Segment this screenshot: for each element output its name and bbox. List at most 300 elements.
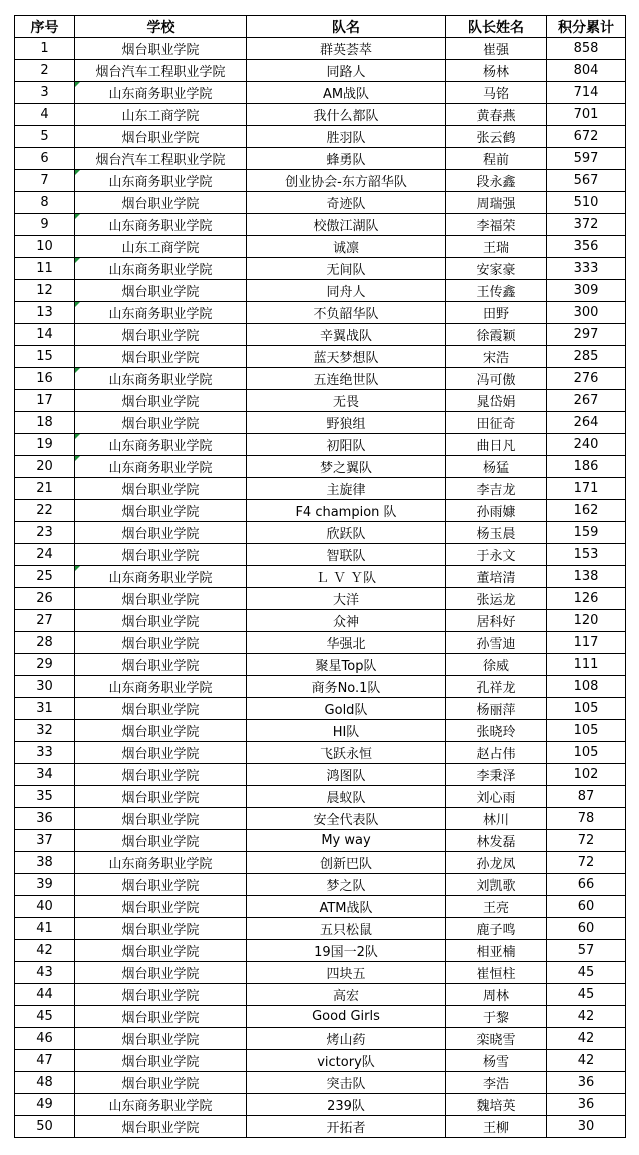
cell-school[interactable]: 烟台汽车工程职业学院 — [75, 60, 247, 82]
cell-no[interactable]: 37 — [15, 830, 75, 852]
cell-school[interactable]: 烟台职业学院 — [75, 610, 247, 632]
table-row — [15, 918, 626, 940]
cell-team[interactable]: 无间队 — [247, 258, 446, 280]
cell-team[interactable]: 梦之队 — [247, 874, 446, 896]
table-row — [15, 1006, 626, 1028]
cell-points[interactable]: 105 — [547, 720, 626, 742]
cell-school[interactable]: 烟台职业学院 — [75, 962, 247, 984]
cell-points[interactable]: 153 — [547, 544, 626, 566]
cell-no[interactable]: 16 — [15, 368, 75, 390]
cell-team[interactable]: 聚星Top队 — [247, 654, 446, 676]
cell-team[interactable]: 五连绝世队 — [247, 368, 446, 390]
table-row — [15, 192, 626, 214]
cell-points[interactable]: 333 — [547, 258, 626, 280]
cell-school[interactable]: 山东工商学院 — [75, 104, 247, 126]
cell-team[interactable]: victory队 — [247, 1050, 446, 1072]
cell-team[interactable]: 初阳队 — [247, 434, 446, 456]
cell-captain[interactable]: 王瑞 — [446, 236, 547, 258]
cell-school[interactable]: 烟台职业学院 — [75, 1050, 247, 1072]
cell-captain[interactable]: 王柳 — [446, 1116, 547, 1138]
cell-points[interactable]: 714 — [547, 82, 626, 104]
cell-captain[interactable]: 鹿子鸣 — [446, 918, 547, 940]
table-row — [15, 676, 626, 698]
cell-team[interactable]: 不负韶华队 — [247, 302, 446, 324]
cell-points[interactable]: 117 — [547, 632, 626, 654]
cell-school[interactable]: 烟台职业学院 — [75, 126, 247, 148]
cell-no[interactable]: 42 — [15, 940, 75, 962]
cell-team[interactable]: Gold队 — [247, 698, 446, 720]
cell-captain[interactable]: 张晓玲 — [446, 720, 547, 742]
cell-points[interactable]: 36 — [547, 1072, 626, 1094]
cell-captain[interactable]: 栾晓雪 — [446, 1028, 547, 1050]
cell-team[interactable]: 校傲江湖队 — [247, 214, 446, 236]
cell-captain[interactable]: 杨林 — [446, 60, 547, 82]
cell-no[interactable]: 38 — [15, 852, 75, 874]
cell-captain[interactable]: 冯可傲 — [446, 368, 547, 390]
cell-points[interactable]: 567 — [547, 170, 626, 192]
cell-no[interactable]: 30 — [15, 676, 75, 698]
cell-points[interactable]: 36 — [547, 1094, 626, 1116]
cell-captain[interactable]: 杨猛 — [446, 456, 547, 478]
cell-school[interactable]: 烟台职业学院 — [75, 478, 247, 500]
cell-school[interactable]: 烟台职业学院 — [75, 192, 247, 214]
cell-captain[interactable]: 杨丽萍 — [446, 698, 547, 720]
cell-points[interactable]: 42 — [547, 1028, 626, 1050]
table-row — [15, 214, 626, 236]
cell-captain[interactable]: 居科好 — [446, 610, 547, 632]
cell-no[interactable]: 20 — [15, 456, 75, 478]
table-row — [15, 82, 626, 104]
cell-school[interactable]: 烟台职业学院 — [75, 544, 247, 566]
cell-team[interactable]: Ｌ Ｖ Ｙ队 — [247, 566, 446, 588]
cell-captain[interactable]: 林川 — [446, 808, 547, 830]
table-row — [15, 368, 626, 390]
cell-team[interactable]: HI队 — [247, 720, 446, 742]
table-body — [15, 38, 626, 1138]
cell-team[interactable]: 同路人 — [247, 60, 446, 82]
cell-team[interactable]: 无畏 — [247, 390, 446, 412]
cell-captain[interactable]: 段永鑫 — [446, 170, 547, 192]
cell-no[interactable]: 22 — [15, 500, 75, 522]
cell-points[interactable]: 138 — [547, 566, 626, 588]
table-row — [15, 412, 626, 434]
cell-points[interactable]: 111 — [547, 654, 626, 676]
cell-school[interactable]: 烟台职业学院 — [75, 500, 247, 522]
cell-school[interactable]: 烟台职业学院 — [75, 38, 247, 60]
cell-school[interactable]: 烟台职业学院 — [75, 346, 247, 368]
cell-captain[interactable]: 马铭 — [446, 82, 547, 104]
cell-no[interactable]: 33 — [15, 742, 75, 764]
cell-school[interactable]: 山东商务职业学院 — [75, 368, 247, 390]
cell-team[interactable]: 野狼组 — [247, 412, 446, 434]
cell-captain[interactable]: 黄春燕 — [446, 104, 547, 126]
cell-team[interactable]: Good Girls — [247, 1006, 446, 1028]
cell-school[interactable]: 烟台职业学院 — [75, 918, 247, 940]
cell-points[interactable]: 672 — [547, 126, 626, 148]
cell-points[interactable]: 372 — [547, 214, 626, 236]
table-row — [15, 940, 626, 962]
cell-team[interactable]: 智联队 — [247, 544, 446, 566]
cell-school[interactable]: 烟台职业学院 — [75, 984, 247, 1006]
cell-team[interactable]: 欣跃队 — [247, 522, 446, 544]
cell-no[interactable]: 3 — [15, 82, 75, 104]
cell-team[interactable]: 安全代表队 — [247, 808, 446, 830]
cell-points[interactable]: 72 — [547, 852, 626, 874]
cell-school[interactable]: 山东商务职业学院 — [75, 676, 247, 698]
cell-points[interactable]: 72 — [547, 830, 626, 852]
table-row — [15, 38, 626, 60]
cell-captain[interactable]: 宋浩 — [446, 346, 547, 368]
cell-points[interactable]: 510 — [547, 192, 626, 214]
cell-school[interactable]: 烟台职业学院 — [75, 632, 247, 654]
cell-no[interactable]: 48 — [15, 1072, 75, 1094]
cell-points[interactable]: 267 — [547, 390, 626, 412]
header-no[interactable]: 序号 — [15, 16, 75, 38]
cell-no[interactable]: 44 — [15, 984, 75, 1006]
cell-captain[interactable]: 刘心雨 — [446, 786, 547, 808]
cell-no[interactable]: 17 — [15, 390, 75, 412]
cell-no[interactable]: 6 — [15, 148, 75, 170]
table-row — [15, 104, 626, 126]
table-row — [15, 346, 626, 368]
cell-team[interactable]: 众神 — [247, 610, 446, 632]
cell-points[interactable]: 30 — [547, 1116, 626, 1138]
cell-points[interactable]: 171 — [547, 478, 626, 500]
cell-captain[interactable]: 崔恒柱 — [446, 962, 547, 984]
cell-school[interactable]: 烟台职业学院 — [75, 390, 247, 412]
cell-no[interactable]: 14 — [15, 324, 75, 346]
cell-captain[interactable]: 杨雪 — [446, 1050, 547, 1072]
cell-points[interactable]: 597 — [547, 148, 626, 170]
cell-points[interactable]: 186 — [547, 456, 626, 478]
cell-team[interactable]: My way — [247, 830, 446, 852]
cell-no[interactable]: 49 — [15, 1094, 75, 1116]
header-school[interactable]: 学校 — [75, 16, 247, 38]
cell-school[interactable]: 烟台职业学院 — [75, 1116, 247, 1138]
cell-points[interactable]: 45 — [547, 962, 626, 984]
cell-team[interactable]: 辛翼战队 — [247, 324, 446, 346]
cell-captain[interactable]: 孔祥龙 — [446, 676, 547, 698]
cell-points[interactable]: 240 — [547, 434, 626, 456]
cell-points[interactable]: 108 — [547, 676, 626, 698]
cell-captain[interactable]: 王传鑫 — [446, 280, 547, 302]
table-row — [15, 852, 626, 874]
header-points[interactable]: 积分累计 — [547, 16, 626, 38]
cell-points[interactable]: 356 — [547, 236, 626, 258]
cell-captain[interactable]: 安家豪 — [446, 258, 547, 280]
cell-team[interactable]: 突击队 — [247, 1072, 446, 1094]
cell-captain[interactable]: 于黎 — [446, 1006, 547, 1028]
cell-team[interactable]: 烤山药 — [247, 1028, 446, 1050]
cell-school[interactable]: 烟台职业学院 — [75, 1028, 247, 1050]
cell-no[interactable]: 34 — [15, 764, 75, 786]
cell-team[interactable]: 高宏 — [247, 984, 446, 1006]
table-row — [15, 962, 626, 984]
cell-captain[interactable]: 田野 — [446, 302, 547, 324]
cell-team[interactable]: 群英荟萃 — [247, 38, 446, 60]
table-row — [15, 808, 626, 830]
table-row — [15, 588, 626, 610]
cell-no[interactable]: 21 — [15, 478, 75, 500]
cell-school[interactable]: 烟台职业学院 — [75, 280, 247, 302]
cell-captain[interactable]: 王亮 — [446, 896, 547, 918]
cell-school[interactable]: 烟台职业学院 — [75, 1072, 247, 1094]
cell-captain[interactable]: 孙龙凤 — [446, 852, 547, 874]
cell-school[interactable]: 烟台汽车工程职业学院 — [75, 148, 247, 170]
cell-team[interactable]: 同舟人 — [247, 280, 446, 302]
cell-school[interactable]: 山东商务职业学院 — [75, 170, 247, 192]
cell-points[interactable]: 57 — [547, 940, 626, 962]
table-row — [15, 302, 626, 324]
cell-captain[interactable]: 孙雪迪 — [446, 632, 547, 654]
cell-team[interactable]: 239队 — [247, 1094, 446, 1116]
cell-school[interactable]: 烟台职业学院 — [75, 940, 247, 962]
cell-no[interactable]: 31 — [15, 698, 75, 720]
cell-team[interactable]: 鸿图队 — [247, 764, 446, 786]
cell-school[interactable]: 山东商务职业学院 — [75, 566, 247, 588]
cell-school[interactable]: 山东商务职业学院 — [75, 82, 247, 104]
cell-points[interactable]: 804 — [547, 60, 626, 82]
cell-no[interactable]: 40 — [15, 896, 75, 918]
table-row — [15, 830, 626, 852]
cell-no[interactable]: 10 — [15, 236, 75, 258]
table-row — [15, 1028, 626, 1050]
cell-points[interactable]: 60 — [547, 896, 626, 918]
cell-team[interactable]: ATM战队 — [247, 896, 446, 918]
cell-no[interactable]: 36 — [15, 808, 75, 830]
cell-school[interactable]: 烟台职业学院 — [75, 742, 247, 764]
cell-school[interactable]: 烟台职业学院 — [75, 896, 247, 918]
cell-captain[interactable]: 刘凯歌 — [446, 874, 547, 896]
cell-no[interactable]: 24 — [15, 544, 75, 566]
table-row — [15, 478, 626, 500]
cell-points[interactable]: 858 — [547, 38, 626, 60]
table-row — [15, 1116, 626, 1138]
cell-school[interactable]: 山东商务职业学院 — [75, 258, 247, 280]
cell-points[interactable]: 297 — [547, 324, 626, 346]
cell-team[interactable]: 商务No.1队 — [247, 676, 446, 698]
cell-team[interactable]: F4 champion 队 — [247, 500, 446, 522]
cell-no[interactable]: 8 — [15, 192, 75, 214]
table-row — [15, 434, 626, 456]
table-row — [15, 324, 626, 346]
cell-school[interactable]: 烟台职业学院 — [75, 588, 247, 610]
header-captain[interactable]: 队长姓名 — [446, 16, 547, 38]
table-row — [15, 984, 626, 1006]
cell-team[interactable]: 主旋律 — [247, 478, 446, 500]
cell-captain[interactable]: 田征奇 — [446, 412, 547, 434]
cell-captain[interactable]: 崔强 — [446, 38, 547, 60]
cell-captain[interactable]: 李秉泽 — [446, 764, 547, 786]
table-row — [15, 1050, 626, 1072]
cell-team[interactable]: AM战队 — [247, 82, 446, 104]
cell-school[interactable]: 山东商务职业学院 — [75, 434, 247, 456]
cell-no[interactable]: 39 — [15, 874, 75, 896]
cell-points[interactable]: 87 — [547, 786, 626, 808]
cell-points[interactable]: 102 — [547, 764, 626, 786]
cell-points[interactable]: 120 — [547, 610, 626, 632]
table-row — [15, 632, 626, 654]
cell-school[interactable]: 烟台职业学院 — [75, 764, 247, 786]
cell-team[interactable]: 创业协会-东方韶华队 — [247, 170, 446, 192]
cell-team[interactable]: 飞跃永恒 — [247, 742, 446, 764]
cell-no[interactable]: 1 — [15, 38, 75, 60]
cell-points[interactable]: 162 — [547, 500, 626, 522]
cell-no[interactable]: 43 — [15, 962, 75, 984]
cell-team[interactable]: 晨蚁队 — [247, 786, 446, 808]
table-row — [15, 896, 626, 918]
cell-points[interactable]: 105 — [547, 698, 626, 720]
cell-points[interactable]: 300 — [547, 302, 626, 324]
cell-no[interactable]: 11 — [15, 258, 75, 280]
cell-school[interactable]: 山东商务职业学院 — [75, 852, 247, 874]
table-row — [15, 456, 626, 478]
cell-captain[interactable]: 李福荣 — [446, 214, 547, 236]
cell-captain[interactable]: 晁岱娟 — [446, 390, 547, 412]
cell-no[interactable]: 4 — [15, 104, 75, 126]
cell-school[interactable]: 烟台职业学院 — [75, 324, 247, 346]
cell-no[interactable]: 25 — [15, 566, 75, 588]
cell-captain[interactable]: 周瑞强 — [446, 192, 547, 214]
cell-captain[interactable]: 徐霞颖 — [446, 324, 547, 346]
cell-no[interactable]: 45 — [15, 1006, 75, 1028]
cell-no[interactable]: 18 — [15, 412, 75, 434]
cell-team[interactable]: 华强北 — [247, 632, 446, 654]
cell-no[interactable]: 19 — [15, 434, 75, 456]
cell-school[interactable]: 烟台职业学院 — [75, 522, 247, 544]
cell-school[interactable]: 烟台职业学院 — [75, 412, 247, 434]
header-team[interactable]: 队名 — [247, 16, 446, 38]
cell-no[interactable]: 27 — [15, 610, 75, 632]
cell-school[interactable]: 烟台职业学院 — [75, 830, 247, 852]
ranking-table — [14, 15, 626, 1138]
cell-no[interactable]: 2 — [15, 60, 75, 82]
cell-captain[interactable]: 孙雨嫝 — [446, 500, 547, 522]
cell-school[interactable]: 山东商务职业学院 — [75, 302, 247, 324]
cell-captain[interactable]: 董培清 — [446, 566, 547, 588]
cell-no[interactable]: 50 — [15, 1116, 75, 1138]
cell-no[interactable]: 26 — [15, 588, 75, 610]
cell-no[interactable]: 7 — [15, 170, 75, 192]
cell-school[interactable]: 烟台职业学院 — [75, 808, 247, 830]
cell-no[interactable]: 46 — [15, 1028, 75, 1050]
cell-school[interactable]: 烟台职业学院 — [75, 698, 247, 720]
cell-school[interactable]: 山东商务职业学院 — [75, 456, 247, 478]
cell-captain[interactable]: 相亚楠 — [446, 940, 547, 962]
cell-no[interactable]: 28 — [15, 632, 75, 654]
cell-captain[interactable]: 程前 — [446, 148, 547, 170]
cell-points[interactable]: 309 — [547, 280, 626, 302]
cell-no[interactable]: 12 — [15, 280, 75, 302]
cell-no[interactable]: 15 — [15, 346, 75, 368]
cell-team[interactable]: 四块五 — [247, 962, 446, 984]
cell-no[interactable]: 35 — [15, 786, 75, 808]
cell-no[interactable]: 23 — [15, 522, 75, 544]
cell-captain[interactable]: 李浩 — [446, 1072, 547, 1094]
cell-team[interactable]: 蜂勇队 — [247, 148, 446, 170]
cell-points[interactable]: 276 — [547, 368, 626, 390]
cell-team[interactable]: 大洋 — [247, 588, 446, 610]
cell-captain[interactable]: 魏培英 — [446, 1094, 547, 1116]
cell-captain[interactable]: 李吉龙 — [446, 478, 547, 500]
cell-team[interactable]: 奇迹队 — [247, 192, 446, 214]
table-row — [15, 874, 626, 896]
cell-captain[interactable]: 张运龙 — [446, 588, 547, 610]
cell-school[interactable]: 烟台职业学院 — [75, 786, 247, 808]
cell-team[interactable]: 蓝天梦想队 — [247, 346, 446, 368]
cell-captain[interactable]: 曲日凡 — [446, 434, 547, 456]
cell-points[interactable]: 264 — [547, 412, 626, 434]
table-row — [15, 60, 626, 82]
cell-no[interactable]: 5 — [15, 126, 75, 148]
cell-school[interactable]: 烟台职业学院 — [75, 1006, 247, 1028]
cell-school[interactable]: 烟台职业学院 — [75, 720, 247, 742]
table-row — [15, 786, 626, 808]
cell-captain[interactable]: 林发磊 — [446, 830, 547, 852]
cell-school[interactable]: 山东商务职业学院 — [75, 214, 247, 236]
cell-school[interactable]: 山东商务职业学院 — [75, 1094, 247, 1116]
table-row — [15, 1072, 626, 1094]
cell-team[interactable]: 我什么都队 — [247, 104, 446, 126]
cell-points[interactable]: 60 — [547, 918, 626, 940]
cell-school[interactable]: 烟台职业学院 — [75, 654, 247, 676]
table-row — [15, 236, 626, 258]
cell-no[interactable]: 41 — [15, 918, 75, 940]
table-row — [15, 698, 626, 720]
cell-points[interactable]: 105 — [547, 742, 626, 764]
cell-team[interactable]: 诚凛 — [247, 236, 446, 258]
cell-no[interactable]: 13 — [15, 302, 75, 324]
table-row — [15, 610, 626, 632]
cell-points[interactable]: 126 — [547, 588, 626, 610]
cell-captain[interactable]: 张云鹤 — [446, 126, 547, 148]
cell-no[interactable]: 47 — [15, 1050, 75, 1072]
cell-captain[interactable]: 杨玉晨 — [446, 522, 547, 544]
cell-captain[interactable]: 于永文 — [446, 544, 547, 566]
cell-school[interactable]: 烟台职业学院 — [75, 874, 247, 896]
cell-points[interactable]: 285 — [547, 346, 626, 368]
cell-points[interactable]: 159 — [547, 522, 626, 544]
spreadsheet — [14, 15, 626, 1138]
cell-school[interactable]: 山东工商学院 — [75, 236, 247, 258]
cell-points[interactable]: 42 — [547, 1050, 626, 1072]
table-row — [15, 500, 626, 522]
cell-team[interactable]: 开拓者 — [247, 1116, 446, 1138]
cell-points[interactable]: 66 — [547, 874, 626, 896]
table-row — [15, 148, 626, 170]
cell-no[interactable]: 29 — [15, 654, 75, 676]
header-row — [15, 16, 626, 38]
table-row — [15, 566, 626, 588]
cell-captain[interactable]: 周林 — [446, 984, 547, 1006]
table-row — [15, 764, 626, 786]
cell-team[interactable]: 五只松鼠 — [247, 918, 446, 940]
cell-no[interactable]: 32 — [15, 720, 75, 742]
cell-captain[interactable]: 赵占伟 — [446, 742, 547, 764]
cell-team[interactable]: 胜羽队 — [247, 126, 446, 148]
cell-points[interactable]: 701 — [547, 104, 626, 126]
table-row — [15, 390, 626, 412]
cell-no[interactable]: 9 — [15, 214, 75, 236]
cell-team[interactable]: 19国一2队 — [247, 940, 446, 962]
cell-points[interactable]: 78 — [547, 808, 626, 830]
cell-team[interactable]: 创新巴队 — [247, 852, 446, 874]
cell-team[interactable]: 梦之翼队 — [247, 456, 446, 478]
cell-captain[interactable]: 徐威 — [446, 654, 547, 676]
table-row — [15, 258, 626, 280]
cell-points[interactable]: 42 — [547, 1006, 626, 1028]
cell-points[interactable]: 45 — [547, 984, 626, 1006]
